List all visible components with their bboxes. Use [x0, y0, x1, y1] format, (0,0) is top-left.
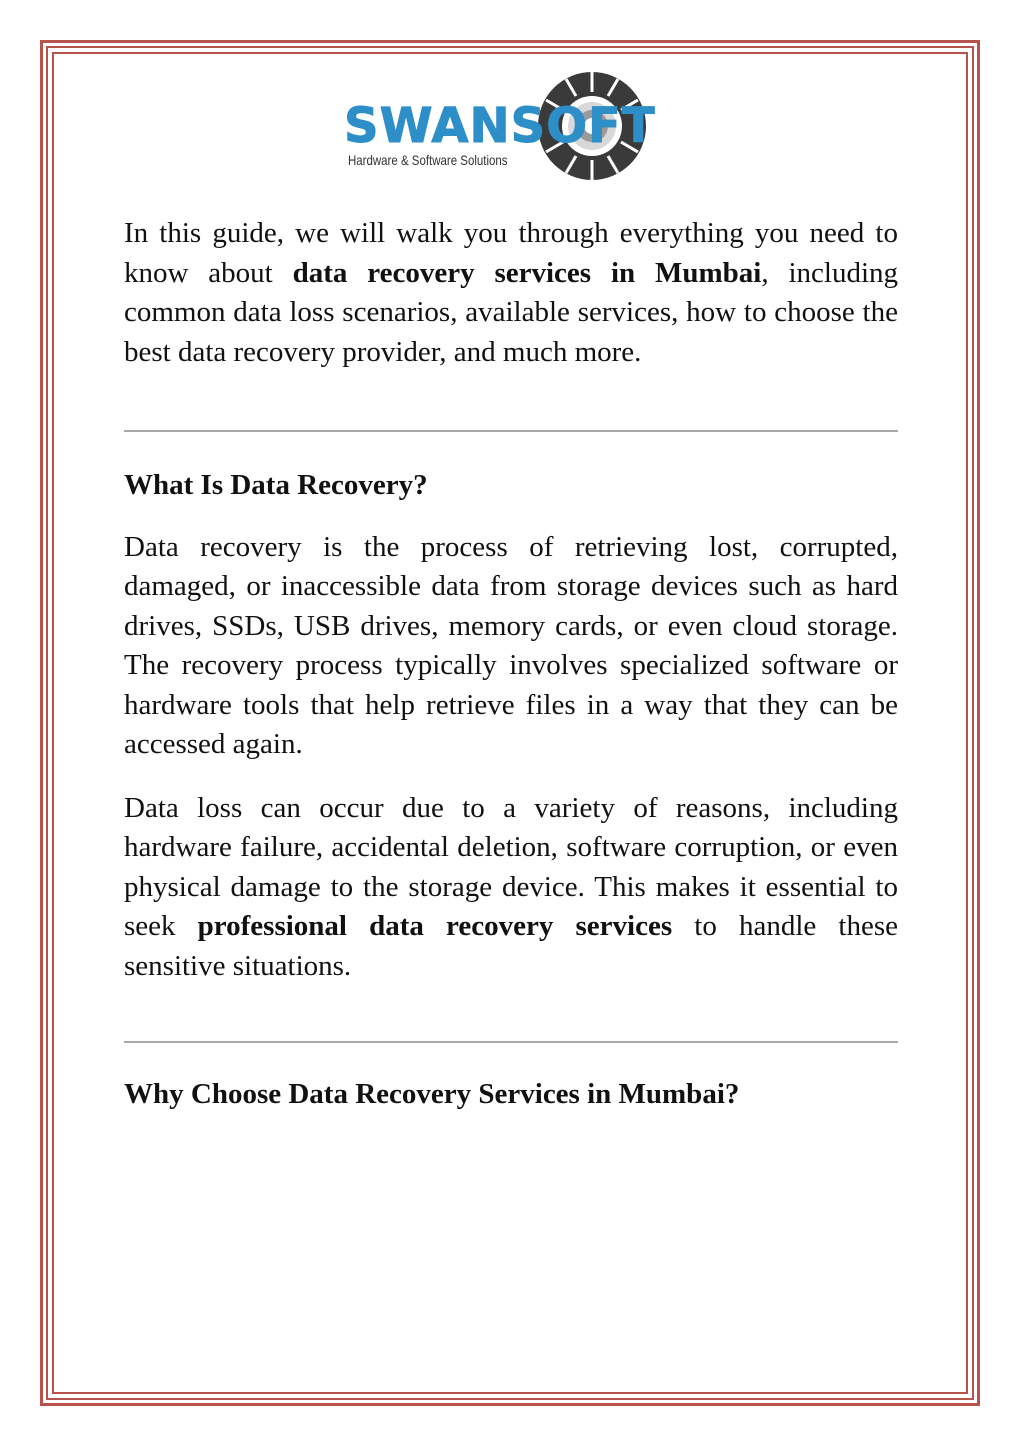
intro-text-after: , including common data loss scenarios, available services, how to choose the best data recovery provider, and much more. [124, 256, 899, 368]
section-divider [124, 1041, 898, 1043]
data-loss-paragraph [124, 789, 898, 987]
section-divider [124, 430, 898, 432]
section-heading-why-choose: Why Choose Data Recovery Services in Mumbai? [124, 1078, 740, 1110]
data-loss-text-before: Data loss can occur due to a variety of reasons, including hardware failure, accidental deletion, software corruption, or even physical damage to the storage device. This makes it essential to seek [124, 791, 898, 942]
logo-wordmark: SWANSOFT [344, 98, 656, 154]
document-body [124, 214, 898, 1115]
intro-paragraph [124, 214, 898, 372]
intro-text-before: In this guide, we will walk you through everything you need to know about [124, 217, 898, 289]
definition-paragraph: Data recovery is the process of retrieving lost, corrupted, damaged, or inaccessible data from storage devices such as hard drives, SSDs, USB drives, memory cards, or even cloud storage. The recovery process typically involves specialized software or hardware tools that help retrieve files in a way that they can be accessed again. [124, 530, 898, 760]
logo-tagline: Hardware & Software Solutions [348, 152, 508, 168]
section-heading-what-is-data-recovery: What Is Data Recovery? [124, 469, 428, 501]
data-loss-text-after: to handle these sensitive situations. [124, 910, 898, 982]
intro-bold-keyword: data recovery services in Mumbai [292, 256, 762, 289]
data-loss-bold-keyword: professional data recovery services [197, 910, 673, 942]
swansoft-logo [344, 70, 680, 182]
